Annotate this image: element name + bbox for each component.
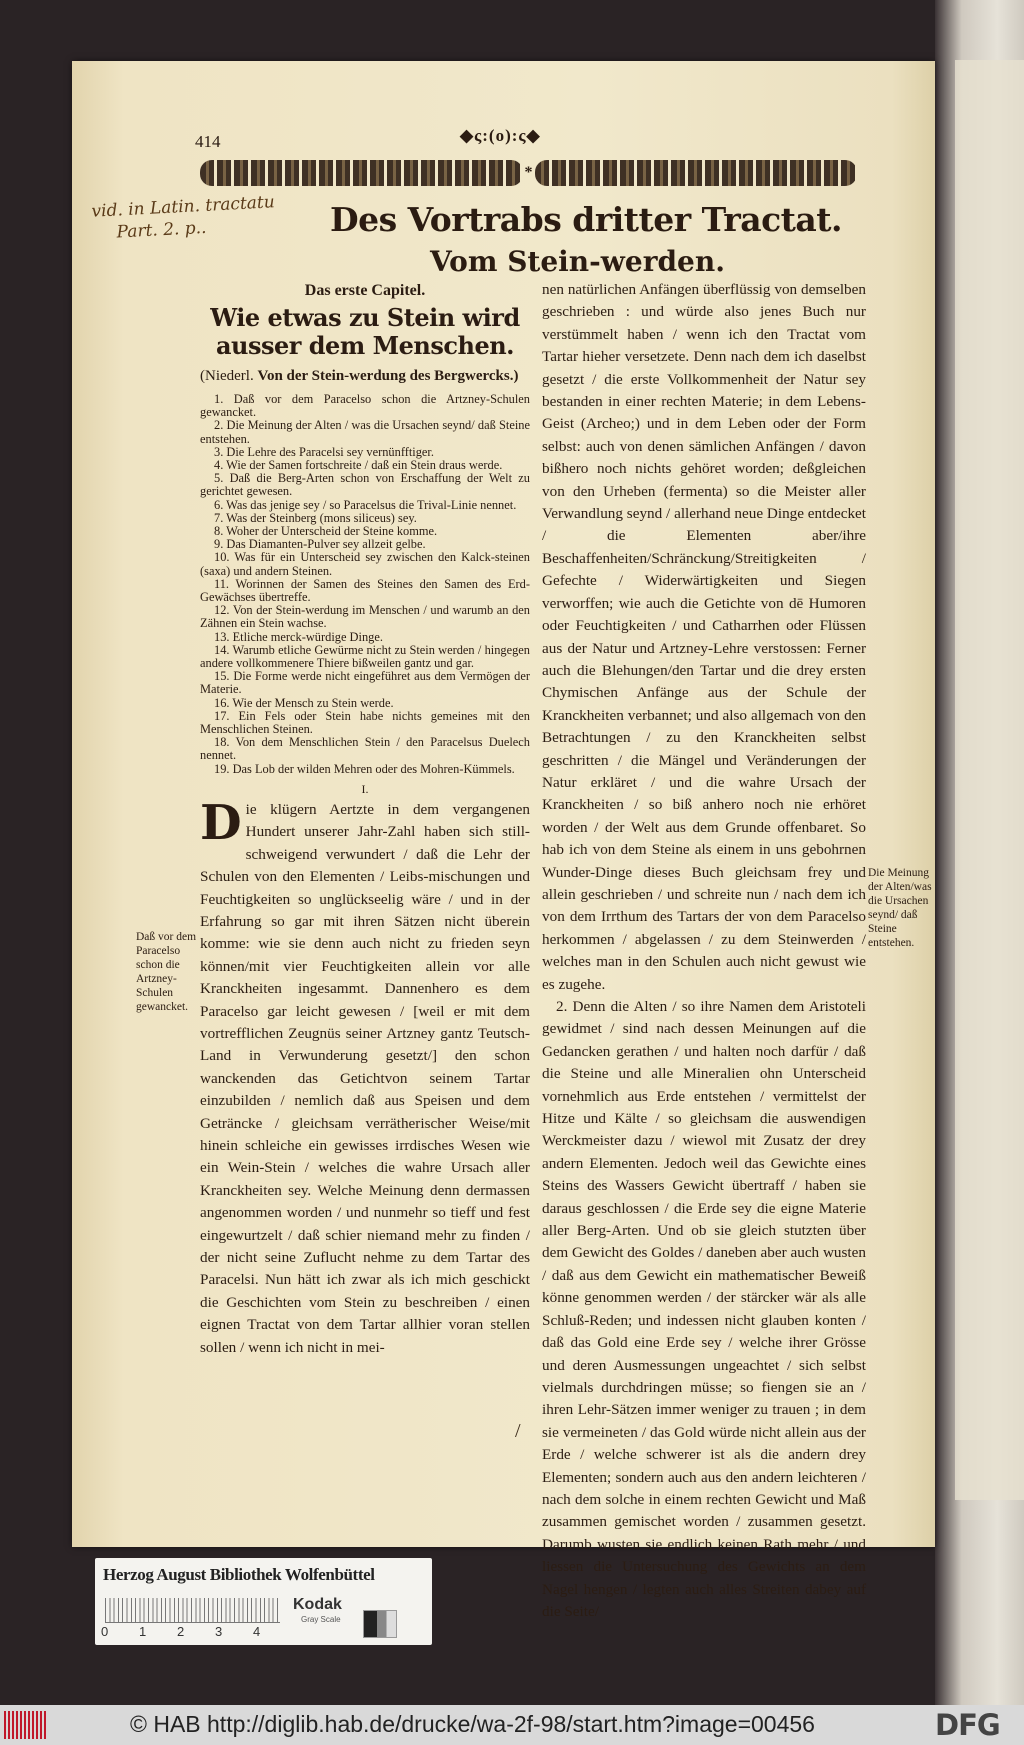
ruler-number: 1	[139, 1624, 147, 1639]
ruler-number: 3	[215, 1624, 223, 1639]
contents-item: 13. Etliche merck-würdige Dinge.	[214, 629, 383, 644]
contents-item: 1. Daß vor dem Paracelso schon die Artzney-Schulen gewancket.	[200, 392, 530, 420]
drop-cap: D	[200, 794, 242, 851]
chapter-title: Wie etwas zu Stein wird ausser dem Menschen.	[210, 303, 520, 360]
ruler-number: 4	[253, 1624, 261, 1639]
ruler-numbers	[101, 1624, 291, 1639]
adjacent-page	[955, 60, 1024, 1500]
ruler-number: 0	[101, 1624, 109, 1639]
contents-item: 19. Das Lob der wilden Mehren oder des Mohren-Kümmels.	[214, 761, 515, 776]
contents-item: 3. Die Lehre des Paracelsi sey vernünfftiger.	[214, 444, 434, 459]
header-ornament: ◆ς:(o):ς◆	[460, 126, 541, 145]
section-mark: I.	[361, 781, 369, 796]
page-number: 414	[195, 132, 221, 151]
contents-item: 14. Warumb etliche Gewürme nicht zu Stein werden / hingegen andere vollkommenere Thiere bißweilen gantz und gar.	[200, 642, 530, 671]
ruler	[105, 1598, 280, 1623]
contents-item: 2. Die Meinung der Alten / was die Ursachen seynd/ daß Steine entstehen.	[200, 418, 530, 446]
chapter-label: Das erste Capitel.	[304, 282, 426, 299]
ornament-band-left	[200, 160, 523, 186]
margin-note-left: Daß vor dem Paracelso schon die Artzney-Schulen gewancket.	[136, 931, 197, 1013]
contents-item: 18. Von dem Menschlichen Stein / den Paracelsus Duelech nennet.	[200, 735, 530, 763]
footer-bar	[0, 1705, 1024, 1745]
handwritten-line: Part. 2. p..	[116, 217, 207, 243]
contents-item: 9. Das Diamanten-Pulver sey allzeit gelbe.	[214, 537, 426, 552]
contents-item: 7. Was der Steinberg (mons siliceus) sey.	[214, 510, 417, 525]
institution-name: Herzog August Bibliothek Wolfenbüttel	[103, 1565, 375, 1584]
chapter-contents	[200, 393, 530, 776]
contents-item: 4. Wie der Samen fortschreite / daß ein Stein draus werde.	[214, 458, 503, 473]
contents-item: 5. Daß die Berg-Arten schon von Erschaffung der Welt zu gerichtet gewesen.	[200, 471, 530, 499]
contents-item: 12. Von der Stein-werdung im Menschen / und warumb an den Zähnen ein Stein wachse.	[200, 603, 530, 631]
contents-item: 16. Wie der Mensch zu Stein werde.	[214, 695, 394, 710]
contents-item: 10. Was für ein Unterscheid sey zwischen den Kalck-steinen (saxa) und andern Steinen.	[200, 550, 530, 578]
dutch-note-prefix: (Niederl.	[200, 368, 254, 384]
stray-mark: /	[515, 1420, 521, 1442]
ornament-star: *	[524, 164, 533, 181]
dutch-note	[200, 366, 530, 387]
hab-logo-icon	[4, 1711, 46, 1739]
contents-item: 11. Worinnen der Samen des Steines den Samen des Erd-Gewächses übertreffe.	[200, 576, 530, 605]
contents-item: 8. Woher der Unterscheid der Steine komme.	[214, 524, 438, 539]
contents-item: 6. Was das jenige sey / so Paracelsus die Trival-Linie nennet.	[214, 497, 517, 512]
gray-swatch	[363, 1610, 397, 1638]
adjacent-page-edge	[935, 0, 1024, 1705]
paragraph: 2. Denn die Alten / so ihre Namen dem Aristoteli gewidmet / sind nach dessen Meinungen auf die Gedancken gerathen / und halten noch darfür / daß die Steine und alle Mineralien ohn Unterscheid vornehmlich aus Erde entstehen / vermittelst der Hitze und Kälte / so gleichsam die auswendigen Werckmeister dazu / wiewol mit Zusatz der drey andern Elementen. Jedoch weil das Gewichte eines Steins des Wassers Gewicht übertraff / haben sie daraus geschlossen / die Erde sey die eigne Materie aller Berg-Arten. Und ob sie gleich stutzten über dem Gewicht des Goldes / daneben aber auch wusten / daß aus dem Gewicht ein mathematischer Beweiß könne genommen werden / der stärcker wär als alle Schluß-Reden; und indessen nicht glauben konten / daß das Gold eine Erde sey / welche ihrer Grösse und deren Ausmessungen ungeachtet / sich selbst vielmals durchdringen müsse; so fiengen sie an / ihren Lehr-Sätzen immer weniger zu trauen ; in dem sie vermeineten / das Gold würde nicht allein aus der Erde / welche schwerer ist als die andern drey Elementen; sondern auch aus den andern leichteren / nach dem solche in einem rechten Gewicht und Maß zusammen gemischet worden / zusammen gesetzt. Darumb wusten sie endlich keinen Rath mehr / und liessen die Untersuchung des Gewichts an dem Nagel hengen / legten auch alles Streiten dabey auf die Seite/	[542, 998, 866, 1620]
kodak-logo: Kodak	[293, 1596, 342, 1613]
left-column	[200, 282, 530, 1359]
paragraph: nen natürlichen Anfängen überflüssig von demselben geschrieben : und würde also jenes Buch nur verstümmelt haben / wenn ich den Tractat vom Tartar hieher versetzete. Denn nach dem ich daselbst gesetzt / die erste Vollkommenheit der Natur sey bestanden in einer rechten Materie; in dem Lebens-Geist (Archeo;) und in dem Leben oder der Form selbst: auch von denen sämlichen Anfängen / davon bißhero noch nichts gehöret worden; deßgleichen von den Urheben (fermenta) so die Meister aller Verwandlung seynd / allerhand neue Dinge entdecket / die Elementen aber/ihre Beschaffenheiten/Schränckung/Streitigkeiten / Gefechte / Widerwärtigkeiten und Siegen verworffen; wie auch die Getichte von dē Humoren oder Feuchtigkeiten / und Catharrhen oder Flüssen aus der Natur und Artzney-Lehre verstossen: Ferner auch die Blehungen/den Tartar und die drey ersten Chymischen Anfänge aus der Schule der Kranckheiten verbannet; und also allgemach von den Betrachtungen / zu den Kranckheiten selbst geschritten / die Mängel und Veränderungen der Natur erkläret / und die wahre Ursach der Kranckheiten / so biß anhero noch nie erhöret worden / der Welt aus dem Grunde offenbaret. So hab ich von dem Steine als einem in uns gebohrnen Wunder-Dinge dieses Buch gleichsam frey und allein geschrieben / und schreite nun / nach dem ich von dem Irrthum des Tartars der von dem Paracelso herkommen / abgelassen / zu dem Steinwerden / welches man in den Schulen auch nicht gewust wie es zugehe.	[542, 281, 866, 993]
contents-item: 15. Die Forme werde nicht eingeführet aus dem Vermögen der Materie.	[200, 669, 530, 697]
ruler-number: 2	[177, 1624, 185, 1639]
ornament-band-right	[535, 160, 858, 186]
handwritten-line: vid. in Latin. tractatu	[91, 192, 276, 222]
page-subtitle: Vom Stein-werden.	[430, 245, 725, 278]
dfg-logo: DFG	[935, 1708, 1000, 1742]
page-title: Des Vortrabs dritter Tractat.	[330, 200, 843, 239]
gray-scale-label: Gray Scale	[301, 1615, 341, 1624]
paragraph-text: ie klügern Aertzte in dem vergangenen Hundert unserer Jahr-Zahl haben sich still-schweigend verwundert / daß die Lehr der Schulen von den Elementen / Leibs-mischungen und Feuchtigkeiten so unglückseelig wäre / und in der Erfahrung so gar mit ihren Sätzen nicht überein komme: wie sie denn auch nicht zu frieden seyn können/mit vier Feuchtigkeiten allein vor alle Kranckheiten ingesammt. Dannenhero es dem Paracelso gar leicht gewesen / [weil er mit dem vortrefflichen Zeugnüs seiner Artzney gantz Teutsch-Land in Verwunderung gesetzt/] den schon wanckenden das Getichtvon seinem Tartar einzubilden / nemlich daß aus Speisen und dem Geträncke / gleichsam verrätherischer Weise/mit hinein schleiche ein gewisses irrdisches Wesen wie ein Wein-Stein / welches die wahre Ursach aller Kranckheiten sey. Welche Meinung denn dermassen angenommen worden / und nunmehr so tieff und fest eingewurtzelt / daß schier niemand mehr zu finden / der nicht seine Zuflucht nehme zu dem Tartar des Paracelsi. Nun hätt ich zwar als ich mich geschickt die Geschichten vom Stein zu beschreiben / einen eignen Tractat von dem Tartar allhier voran stellen sollen / wenn ich nicht in mei-	[200, 800, 530, 1356]
contents-item: 17. Ein Fels oder Stein habe nichts gemeines mit den Menschlichen Steinen.	[200, 708, 530, 737]
left-paragraph	[200, 794, 530, 1359]
copyright-link[interactable]: © HAB http://diglib.hab.de/drucke/wa-2f-98/start.htm?image=00456	[130, 1711, 815, 1737]
dutch-note-title: Von der Stein-werdung des Bergwercks.)	[257, 368, 519, 384]
margin-note-right: Die Meinung der Alten/was die Ursachen seynd/ daß Steine entstehen.	[868, 867, 932, 949]
right-column	[542, 279, 866, 1623]
color-calibration-label	[95, 1558, 432, 1645]
decorative-border	[200, 157, 857, 189]
